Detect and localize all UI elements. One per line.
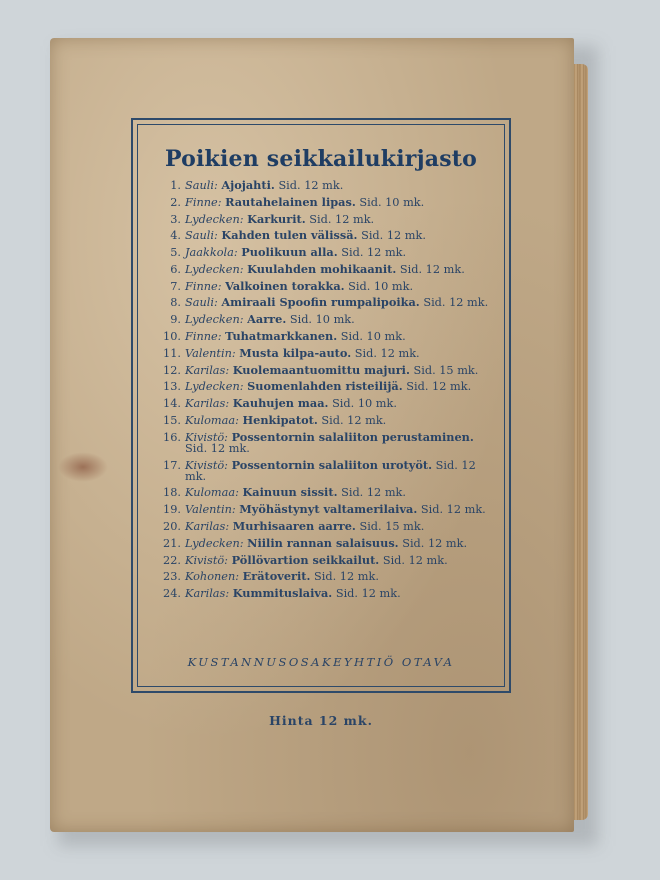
book-number: 4. xyxy=(170,229,181,243)
price-line: Hinta 12 mk. xyxy=(269,713,373,728)
book-number: 6. xyxy=(170,262,181,276)
book-author: Lydecken: xyxy=(185,262,244,276)
book-price: Sid. 10 mk. xyxy=(340,330,406,344)
publisher-name: KUSTANNUSOSAKEYHTIÖ OTAVA xyxy=(187,655,455,669)
book-number: 9. xyxy=(170,313,181,327)
book-number: 21. xyxy=(163,536,181,550)
book-title: Suomenlahden risteilijä. xyxy=(247,379,403,394)
book-number: 23. xyxy=(163,570,181,584)
book-list-item xyxy=(161,398,491,409)
book-title: Possentornin salaliiton perustaminen. xyxy=(231,429,474,444)
book-title: Valkoinen torakka. xyxy=(225,278,345,293)
book-title: Possentornin salaliiton urotyöt. xyxy=(231,457,433,472)
book-author: Sauli: xyxy=(185,179,218,192)
book-title: Kahden tulen välissä. xyxy=(221,228,358,243)
book-author: Kivistö: xyxy=(185,458,228,472)
book-list-item xyxy=(161,521,491,532)
book-title: Amiraali Spoofin rumpalipoika. xyxy=(221,295,420,310)
book-number: 7. xyxy=(170,279,181,293)
book-author: Valentin: xyxy=(185,503,236,517)
book-author: Jaakkola: xyxy=(185,246,238,260)
book-author: Karilas: xyxy=(185,397,230,411)
book-number: 2. xyxy=(170,195,181,209)
book-price: Sid. 12 mk. xyxy=(185,458,476,483)
book-author: Finne: xyxy=(185,330,222,344)
catalog-title: Poikien seikkailukirjasto xyxy=(164,146,478,172)
book-number: 8. xyxy=(170,296,181,310)
book-number: 10. xyxy=(163,330,181,344)
book-title: Tuhatmarkkanen. xyxy=(225,329,338,344)
book-price: Sid. 12 mk. xyxy=(341,246,407,260)
book-title: Niilin rannan salaisuus. xyxy=(247,535,399,550)
book-author: Kivistö: xyxy=(185,553,228,567)
book-list-item xyxy=(161,362,491,377)
book-price: Sid. 12 mk. xyxy=(185,441,250,455)
book-author: Lydecken: xyxy=(185,536,244,550)
book-price: Sid. 10 mk. xyxy=(289,313,355,327)
book-number: 20. xyxy=(163,520,181,534)
book-list-item xyxy=(161,457,491,483)
catalog-frame xyxy=(131,118,511,693)
book-title: Ajojahti. xyxy=(221,178,275,192)
book-price: Sid. 12 mk. xyxy=(321,413,387,427)
book-price: Sid. 12 mk. xyxy=(399,262,465,276)
book-title: Pöllövartion seikkailut. xyxy=(231,552,380,567)
book-list-item xyxy=(161,504,491,515)
book-number: 24. xyxy=(163,587,181,601)
book-author: Lydecken: xyxy=(185,313,244,327)
book-number: 1. xyxy=(170,179,181,192)
book-list-item xyxy=(161,331,491,342)
book-price: Sid. 12 mk. xyxy=(309,212,375,226)
book-list-item xyxy=(161,297,491,308)
book-author: Valentin: xyxy=(185,346,236,360)
book-title: Kuulahden mohikaanit. xyxy=(247,261,397,276)
book-author: Sauli: xyxy=(185,229,218,243)
book-number: 22. xyxy=(163,553,181,567)
book-title: Rautahelainen lipas. xyxy=(225,194,356,209)
book-price: Sid. 10 mk. xyxy=(332,397,397,411)
book-title: Puolikuun alla. xyxy=(241,245,338,260)
book-list-item xyxy=(161,211,491,226)
book-price: Sid. 12 mk. xyxy=(354,346,420,360)
book-title: Karkurit. xyxy=(247,211,306,226)
book-price: Sid. 12 mk. xyxy=(361,229,426,243)
book-title: Kauhujen maa. xyxy=(232,396,329,411)
book-price: Sid. 12 mk. xyxy=(278,179,344,192)
book-title: Aarre. xyxy=(247,312,287,327)
book-number: 5. xyxy=(170,246,181,260)
book-author: Sauli: xyxy=(185,296,218,310)
book-list-item xyxy=(161,412,491,427)
book-title: Kummituslaiva. xyxy=(232,586,333,601)
book-list-item xyxy=(161,487,491,498)
book-price: Sid. 12 mk. xyxy=(420,503,486,517)
book-list-item xyxy=(161,381,491,392)
book-number: 11. xyxy=(163,346,181,360)
book-list xyxy=(161,180,491,605)
book-price: Sid. 12 mk. xyxy=(335,587,401,601)
book-author: Finne: xyxy=(185,195,222,209)
book-author: Kulomaa: xyxy=(185,413,239,427)
book-number: 17. xyxy=(163,458,181,472)
book-list-item xyxy=(161,247,491,258)
book-author: Lydecken: xyxy=(185,380,244,394)
book-price: Sid. 12 mk. xyxy=(314,570,379,584)
book-author: Kohonen: xyxy=(185,570,240,584)
book-number: 12. xyxy=(163,363,181,377)
book-title: Kainuun sissit. xyxy=(242,485,338,500)
book-list-item xyxy=(161,429,491,455)
book-list-item xyxy=(161,588,491,599)
book-price: Sid. 15 mk. xyxy=(359,520,425,534)
book-author: Karilas: xyxy=(185,520,230,534)
book-title: Murhisaaren aarre. xyxy=(232,519,356,534)
book-list-item xyxy=(161,261,491,276)
book-author: Kulomaa: xyxy=(185,486,239,500)
book-price: Sid. 12 mk. xyxy=(423,296,489,310)
book-price: Sid. 10 mk. xyxy=(359,195,425,209)
book-price: Sid. 15 mk. xyxy=(413,363,479,377)
book-author: Karilas: xyxy=(185,587,230,601)
book-list-item xyxy=(161,180,491,191)
book-author: Kivistö: xyxy=(185,430,228,444)
book-list-item xyxy=(161,278,491,293)
cover-stain xyxy=(58,452,108,482)
book-price: Sid. 12 mk. xyxy=(341,486,406,500)
book-list-item xyxy=(161,345,491,360)
book-price: Sid. 12 mk. xyxy=(382,553,448,567)
book-number: 18. xyxy=(163,486,181,500)
book-price: Sid. 12 mk. xyxy=(402,536,468,550)
book-price: Sid. 10 mk. xyxy=(348,279,414,293)
book-list-item xyxy=(161,194,491,209)
book-number: 13. xyxy=(163,380,181,394)
book-list-item xyxy=(161,571,491,582)
book-title: Musta kilpa-auto. xyxy=(239,345,352,360)
book-price: Sid. 12 mk. xyxy=(406,380,472,394)
book-number: 14. xyxy=(163,397,181,411)
book-author: Lydecken: xyxy=(185,212,244,226)
book-list-item xyxy=(161,230,491,241)
book-title: Henkipatot. xyxy=(242,412,318,427)
book-list-item xyxy=(161,552,491,567)
book-title: Myöhästynyt valtamerilaiva. xyxy=(239,502,418,517)
book-number: 16. xyxy=(163,430,181,444)
book-title: Erätoverit. xyxy=(242,569,311,584)
book-number: 19. xyxy=(163,503,181,517)
book-number: 15. xyxy=(163,413,181,427)
book-author: Finne: xyxy=(185,279,222,293)
book-title: Kuolemaantuomittu majuri. xyxy=(232,362,410,377)
book-list-item xyxy=(161,314,491,325)
book-author: Karilas: xyxy=(185,363,230,377)
book-list-item xyxy=(161,535,491,550)
book-number: 3. xyxy=(170,212,181,226)
